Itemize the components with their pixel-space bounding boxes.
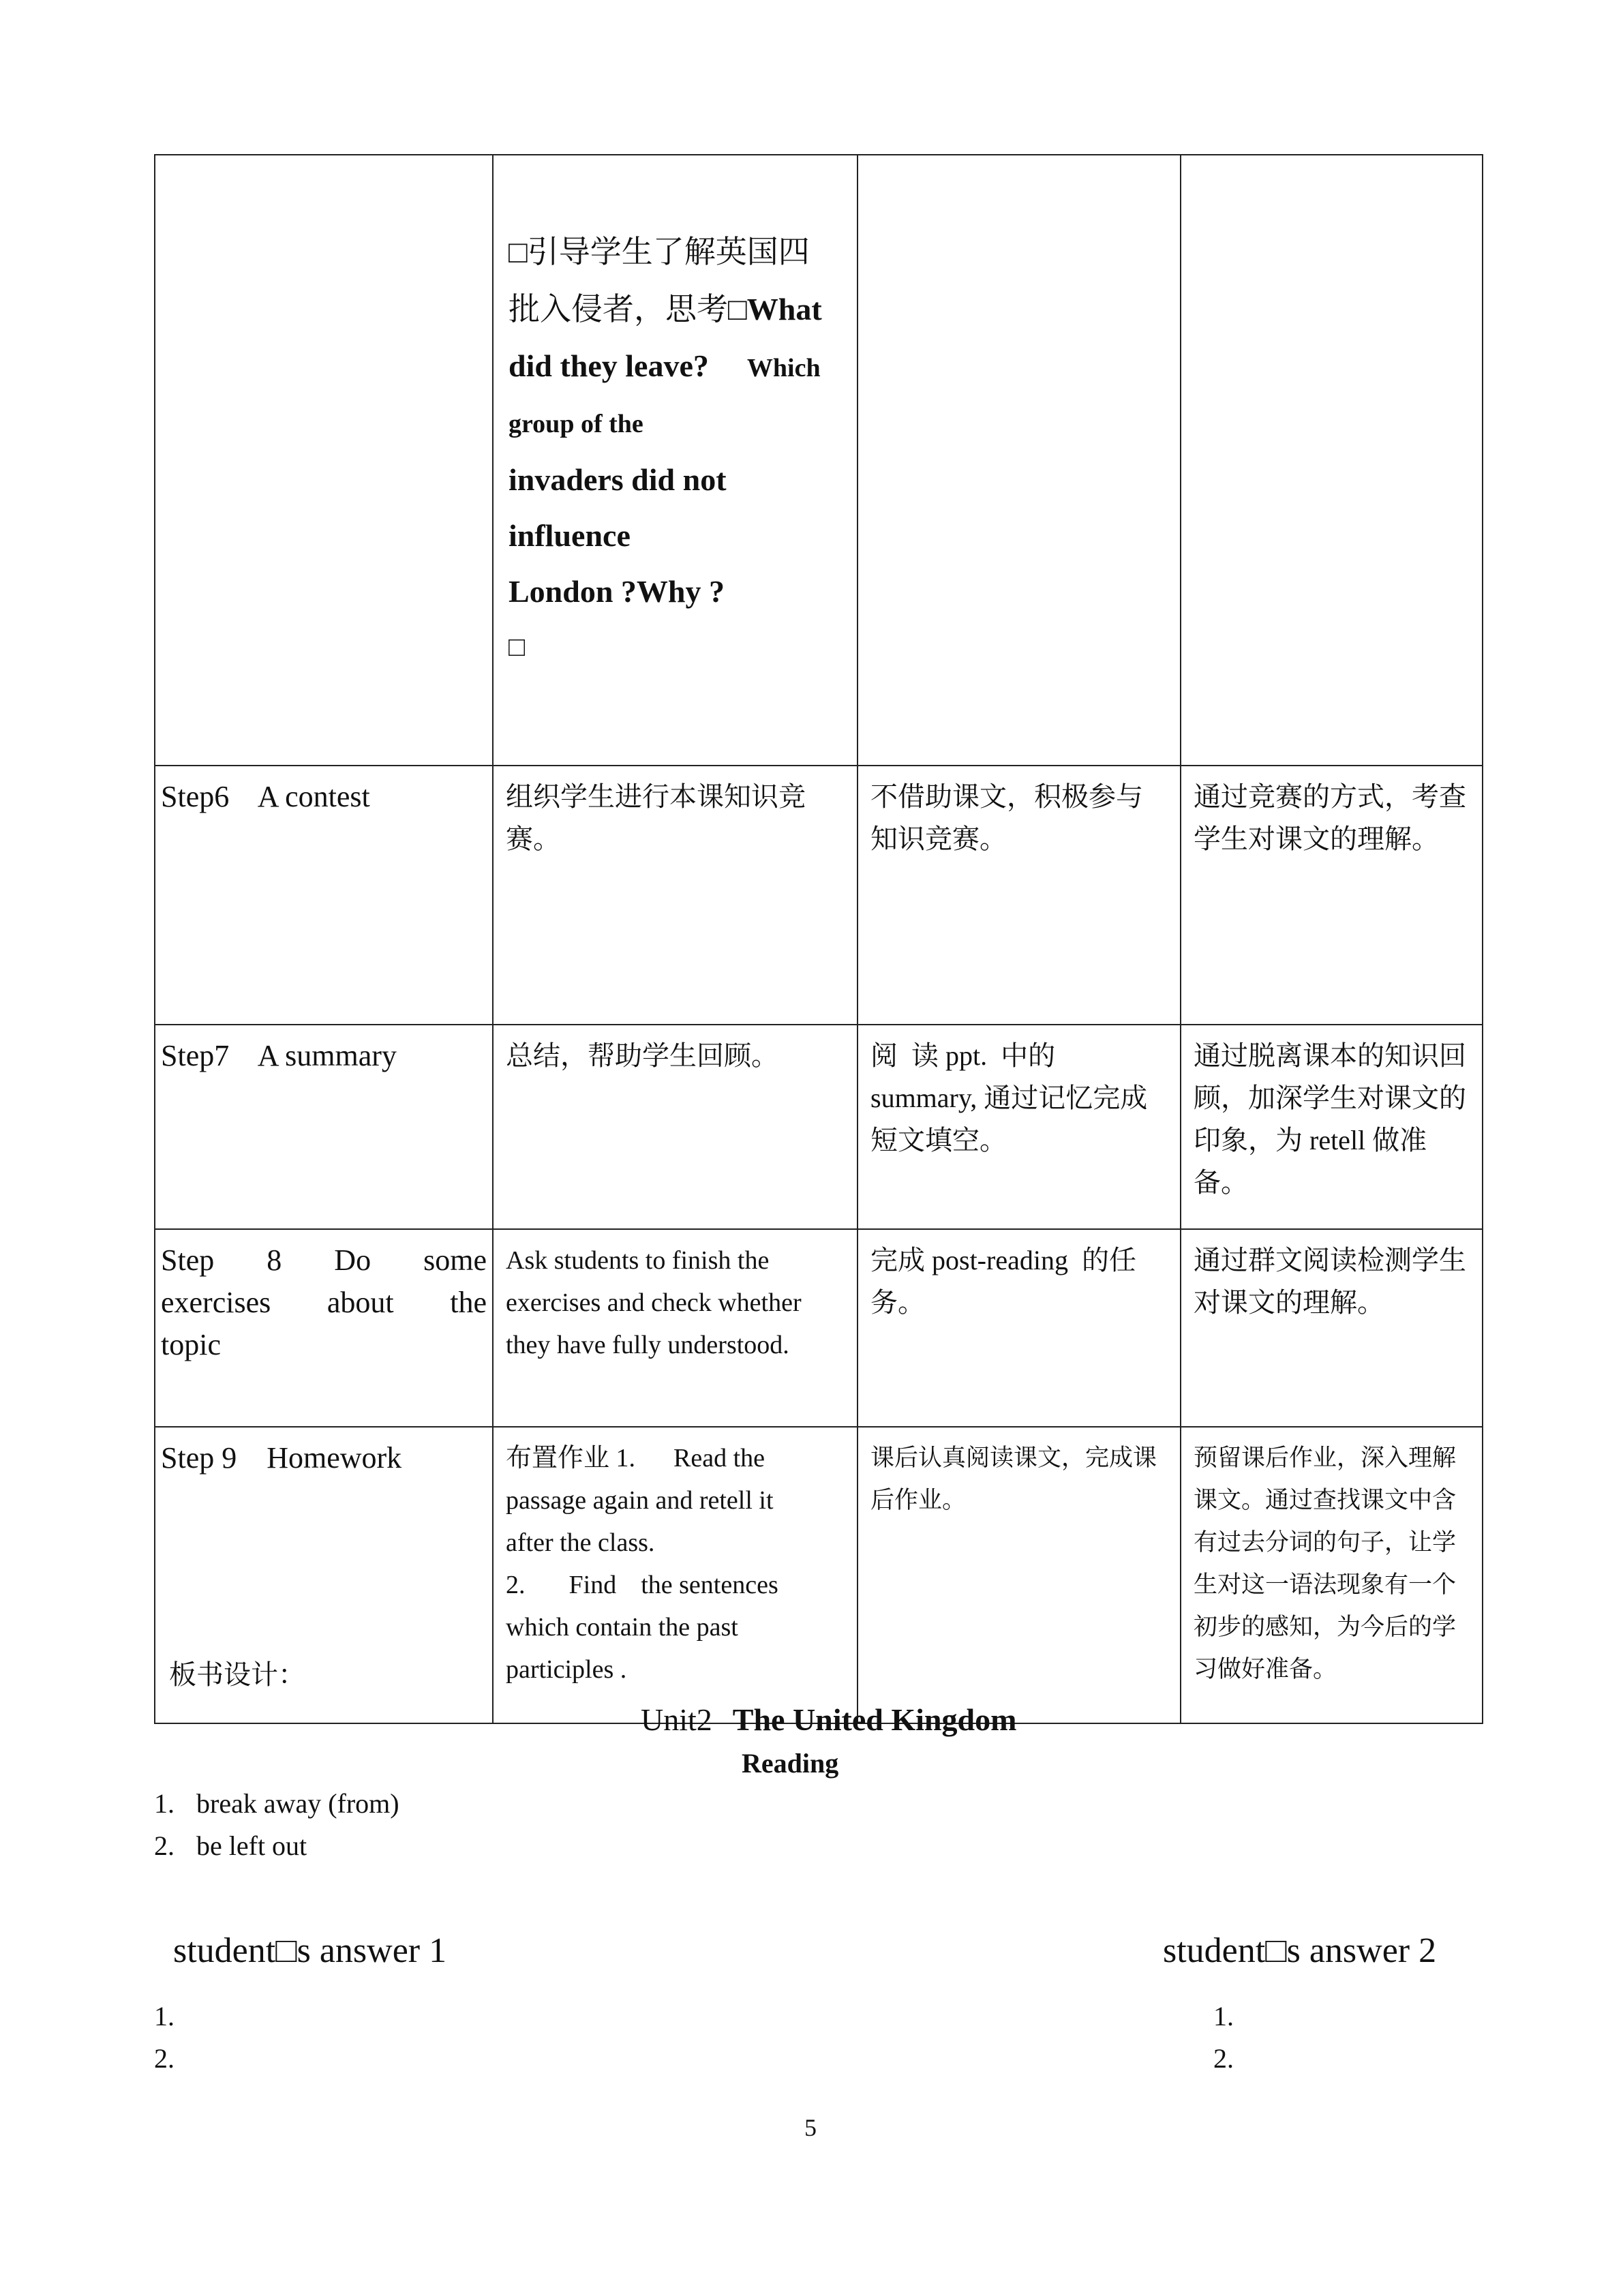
table-row xyxy=(155,1427,1483,1723)
teacher-activity-cell: 总结，帮助学生回顾。 xyxy=(493,1025,858,1229)
table-row xyxy=(155,1229,1483,1427)
list-text: break away (from) xyxy=(196,1788,399,1819)
list-number: 1. xyxy=(154,1788,175,1819)
guide-line: London ?Why ? xyxy=(509,574,725,609)
list-item xyxy=(154,1787,399,1819)
teacher-activity-cell: 组织学生进行本课知识竞赛。 xyxy=(493,766,858,1025)
purpose-cell: 通过脱离课本的知识回顾，加深学生对课文的印象，为 retell 做准备。 xyxy=(1181,1025,1483,1229)
step-line xyxy=(161,1282,487,1324)
step-cell: Step6 A contest xyxy=(155,766,493,1025)
step-line xyxy=(161,1239,487,1282)
purpose-cell: 预留课后作业，深入理解课文。通过查找课文中含有过去分词的句子，让学生对这一语法现象有一个初步的感知，为今后的学习做好准备。 xyxy=(1181,1427,1483,1723)
teacher-activity-cell xyxy=(493,155,858,766)
guide-line: 批入侵者，思考□ xyxy=(509,292,747,327)
unit-title xyxy=(641,1702,1016,1738)
purpose-cell: 通过群文阅读检测学生对课文的理解。 xyxy=(1181,1229,1483,1427)
guide-line: Which xyxy=(746,354,821,382)
answer1-number: 1. xyxy=(154,2001,175,2031)
step-word: topic xyxy=(161,1328,221,1361)
step-word: some xyxy=(423,1243,487,1277)
cell-line xyxy=(506,1564,845,1606)
guide-line: invaders did not xyxy=(509,462,727,497)
cell-text: Find xyxy=(568,1571,617,1599)
page-number: 5 xyxy=(804,2114,817,2141)
student-activity-cell xyxy=(858,155,1181,766)
cell-text: Read the xyxy=(673,1444,765,1472)
step-word: exercises xyxy=(161,1286,271,1319)
table-row xyxy=(155,766,1483,1025)
step-cell: Step7 A summary xyxy=(155,1025,493,1229)
guide-line: influence xyxy=(509,518,631,553)
answer1-number: 2. xyxy=(154,2043,175,2074)
answer2-number: 2. xyxy=(1213,2043,1234,2074)
step-word: 8 xyxy=(267,1243,282,1277)
guide-line: did they leave? xyxy=(509,348,709,383)
answer2-title: student□s answer 2 xyxy=(1163,1931,1437,1970)
guide-line: □ xyxy=(509,631,526,662)
student-activity-cell: 完成 post-reading 的任务。 xyxy=(858,1229,1181,1427)
board-design-label: 板书设计： xyxy=(169,1659,305,1690)
cell-text: summary, 通过记忆完成短文填空。 xyxy=(870,1083,1148,1155)
guide-line: What xyxy=(746,292,822,327)
list-text: be left out xyxy=(196,1830,307,1861)
unit-number: Unit2 xyxy=(641,1702,712,1737)
cell-text: 阅 读 ppt. 中的 xyxy=(870,1040,1056,1071)
unit-name: The United Kingdom xyxy=(732,1702,1017,1737)
student-activity-cell: 课后认真阅读课文，完成课后作业。 xyxy=(858,1427,1181,1723)
cell-text: 布置作业 1. xyxy=(506,1444,636,1472)
step-word: Step xyxy=(161,1243,215,1277)
cell-text: the sentences xyxy=(641,1571,778,1599)
student-activity-cell xyxy=(858,1025,1181,1229)
guide-line: □引导学生了解英国四 xyxy=(509,235,810,269)
table-row xyxy=(155,155,1483,766)
step-cell: Step 9 Homework xyxy=(155,1427,493,1723)
cell-text: participles . xyxy=(506,1655,627,1684)
step-cell xyxy=(155,155,493,766)
cell-text: which contain the past xyxy=(506,1613,738,1642)
teacher-activity-cell: Ask students to finish the exercises and check whether they have fully understood. xyxy=(493,1229,858,1427)
list-number: 2. xyxy=(154,1830,175,1861)
guide-line: group of the xyxy=(509,410,643,438)
lesson-plan-table xyxy=(154,154,1483,1724)
unit-subtitle: Reading xyxy=(742,1748,839,1779)
cell-line xyxy=(506,1437,845,1479)
step-word: the xyxy=(450,1286,487,1319)
purpose-cell: 通过竞赛的方式，考查学生对课文的理解。 xyxy=(1181,766,1483,1025)
step-cell xyxy=(155,1229,493,1427)
answer1-title: student□s answer 1 xyxy=(173,1931,447,1970)
teacher-activity-cell xyxy=(493,1427,858,1723)
step-word: Do xyxy=(334,1243,371,1277)
student-activity-cell: 不借助课文，积极参与知识竞赛。 xyxy=(858,766,1181,1025)
cell-text: after the class. xyxy=(506,1528,655,1557)
answer2-number: 1. xyxy=(1213,2001,1234,2031)
purpose-cell xyxy=(1181,155,1483,766)
table-row xyxy=(155,1025,1483,1229)
list-item xyxy=(154,1830,307,1862)
cell-text: passage again and retell it xyxy=(506,1486,774,1515)
step-word: about xyxy=(327,1286,394,1319)
cell-text: 2. xyxy=(506,1571,526,1599)
